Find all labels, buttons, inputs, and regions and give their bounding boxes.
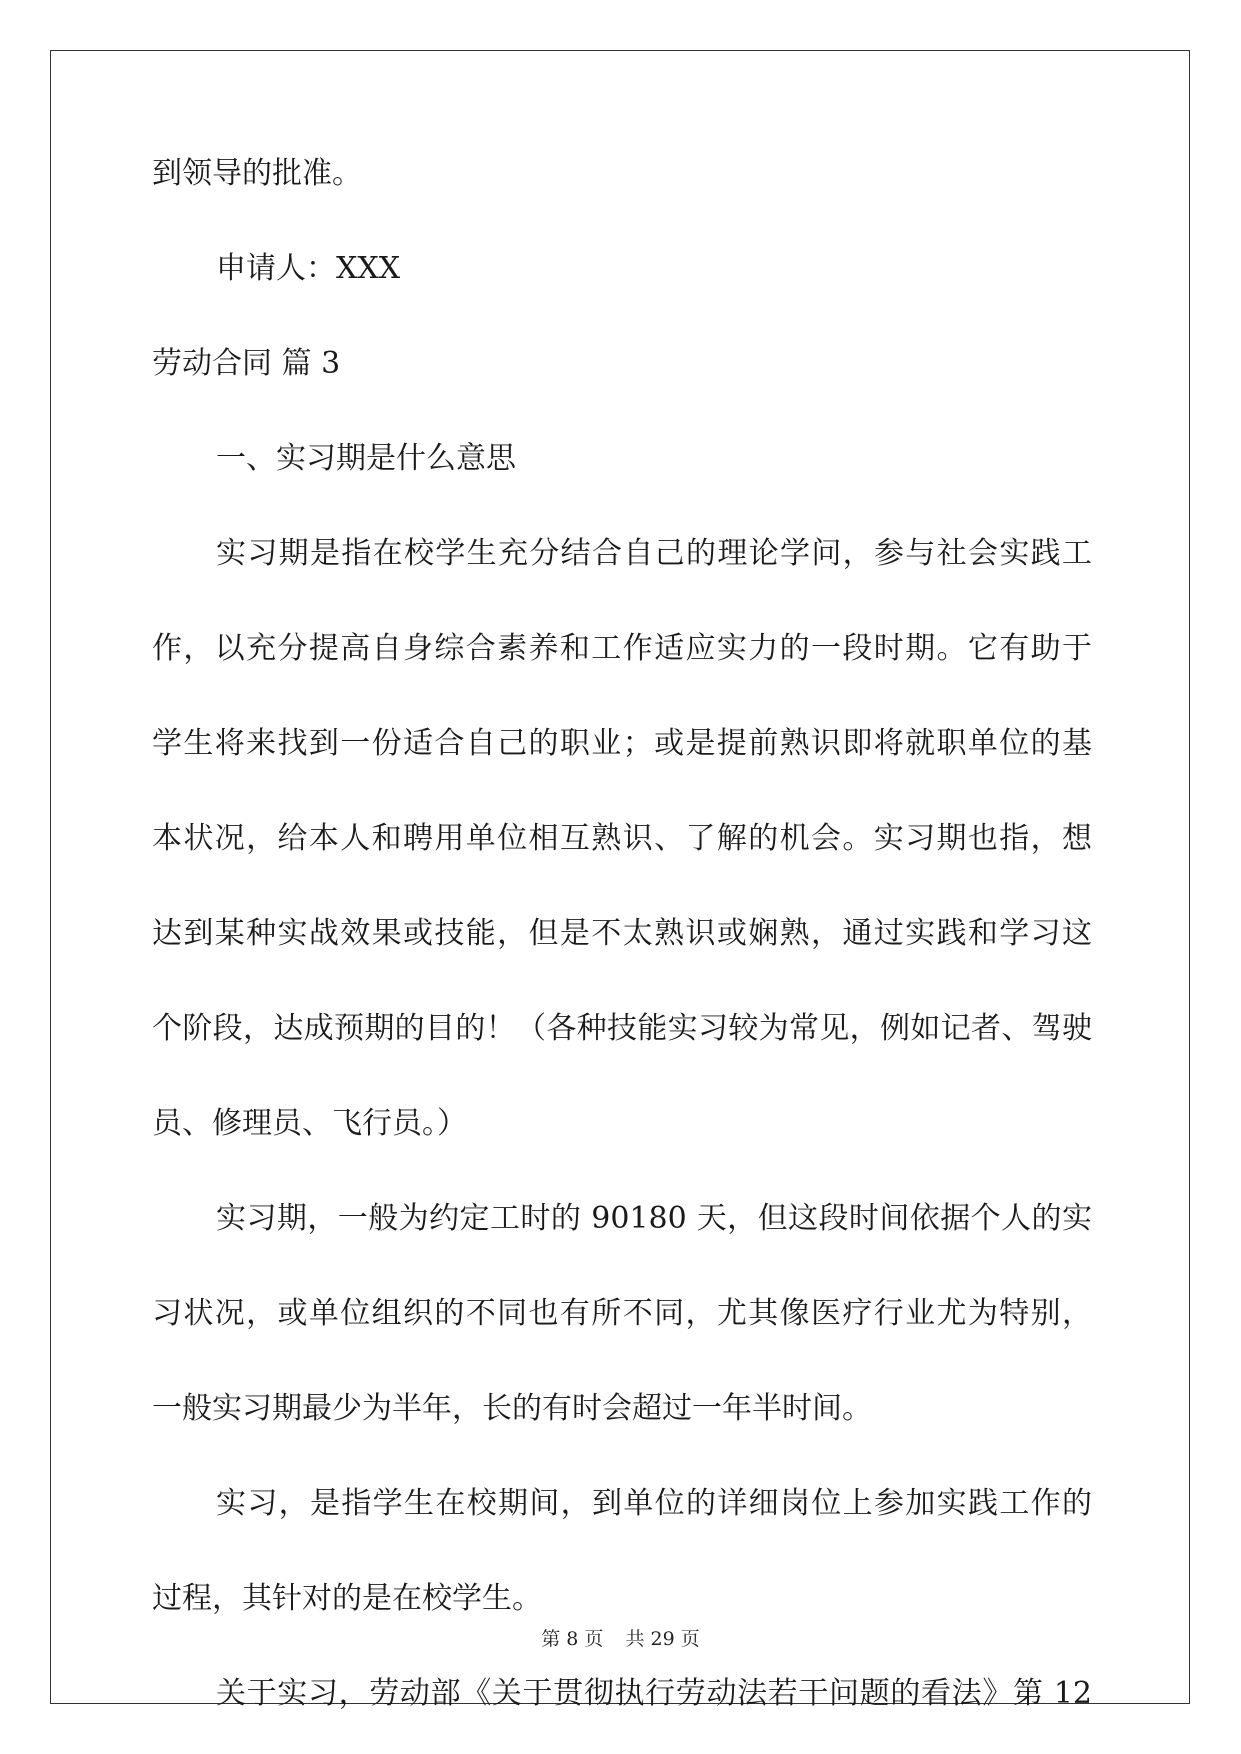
- paragraph-line: 过程，其针对的是在校学生。: [152, 1581, 542, 1616]
- paragraph-line: 作，以充分提高自身综合素养和工作适应实力的一段时期。它有助于: [152, 631, 1092, 666]
- section-heading: 劳动合同 篇 3: [152, 346, 341, 381]
- subsection-heading: 一、实习期是什么意思: [216, 441, 516, 476]
- page-total: 共 29 页: [625, 1628, 700, 1650]
- paragraph-line: 员、修理员、飞行员。）: [152, 1106, 467, 1141]
- paragraph-line: 达到某种实战效果或技能，但是不太熟识或娴熟，通过实践和学习这: [152, 916, 1092, 951]
- paragraph-line: 实习，是指学生在校期间，到单位的详细岗位上参加实践工作的: [216, 1486, 1092, 1521]
- text-line: 到领导的批准。: [152, 156, 362, 191]
- paragraph-line: 本状况，给本人和聘用单位相互熟识、了解的机会。实习期也指，想: [152, 821, 1092, 856]
- paragraph-line: 一般实习期最少为半年，长的有时会超过一年半时间。: [152, 1391, 872, 1426]
- paragraph-line: 实习期，一般为约定工时的 90180 天，但这段时间依据个人的实: [216, 1201, 1092, 1236]
- paragraph-line: 实习期是指在校学生充分结合自己的理论学问，参与社会实践工: [216, 536, 1092, 571]
- page-border: [50, 50, 1190, 1704]
- paragraph-line: 关于实习，劳动部《关于贯彻执行劳动法若干问题的看法》第 12: [216, 1676, 1092, 1711]
- page-number: 第 8 页: [541, 1628, 604, 1650]
- applicant-line: 申请人：XXX: [216, 251, 401, 286]
- paragraph-line: 个阶段，达成预期的目的！（各种技能实习较为常见，例如记者、驾驶: [152, 1011, 1092, 1046]
- paragraph-line: 学生将来找到一份适合自己的职业；或是提前熟识即将就职单位的基: [152, 726, 1092, 761]
- page-footer: [0, 1627, 1241, 1651]
- paragraph-line: 习状况，或单位组织的不同也有所不同，尤其像医疗行业尤为特别，: [152, 1296, 1092, 1331]
